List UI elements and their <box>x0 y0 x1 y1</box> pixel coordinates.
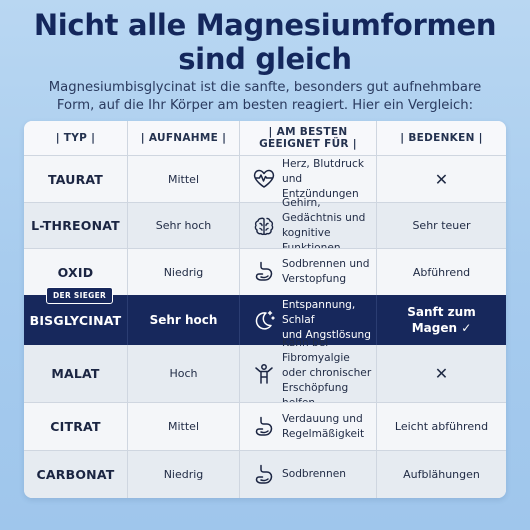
bedenken-value: Abführend <box>412 265 471 279</box>
title-line-1: Nicht alle Magnesiumformen <box>33 8 497 42</box>
aufnahme-value: Mittel <box>168 420 199 433</box>
table-row-carbonat <box>24 450 506 498</box>
person-energy-icon <box>250 360 278 388</box>
bedenken-value: Sehr teuer <box>412 219 471 232</box>
header-bedenken: | BEDENKEN | <box>376 121 506 155</box>
heart-pulse-icon <box>250 165 278 193</box>
page-title <box>0 8 530 76</box>
table-row-taurat <box>24 155 506 202</box>
use-text: Herz, Blutdruck und Entzündungen <box>282 157 364 200</box>
aufnahme-value: Mittel <box>168 172 199 186</box>
brain-icon <box>250 212 278 240</box>
use-text: Verdauung und Regelmäßigkeit <box>282 412 365 440</box>
table-row-l-threonat <box>24 196 506 248</box>
winner-badge: DER SIEGER <box>46 287 113 304</box>
bedenken-value: Sanft zum Magen ✓ <box>407 305 476 335</box>
header-geeignet: | AM BESTEN GEEIGNET FÜR | <box>239 121 376 155</box>
use-text: Sodbrennen und Verstopfung <box>282 258 370 285</box>
title-line-2: sind gleich <box>178 42 352 76</box>
header-aufnahme: | AUFNAHME | <box>127 121 239 155</box>
header-typ: | TYP | <box>55 132 96 144</box>
stomach-icon <box>250 413 278 441</box>
aufnahme-value: Sehr hoch <box>155 219 212 232</box>
bedenken-value: Aufblähungen <box>403 468 480 481</box>
table-row-malat <box>24 337 506 402</box>
use-text: Kann bei Fibromyalgie oder chronischer Erschöpfung <box>282 337 372 394</box>
subtitle-line-1: Magnesiumbisglycinat ist die sanfte, besonders gut aufnehmbare <box>48 80 482 95</box>
table-row-citrat <box>24 402 506 450</box>
moon-stars-icon <box>250 306 278 334</box>
bedenken-value: Leicht abführend <box>394 420 489 433</box>
subtitle-line-2: Form, auf die Ihr Körper am besten reagiert. Hier ein Vergleich: <box>56 98 474 113</box>
use-text: Entspannung, Schlaf und Angstlösung <box>282 298 371 341</box>
type-name: OXID <box>57 264 94 280</box>
aufnahme-value: Niedrig <box>163 468 204 481</box>
comparison-table <box>24 121 506 498</box>
type-name: CITRAT <box>50 419 101 434</box>
type-name: L-THREONAT <box>31 218 120 233</box>
stomach-icon <box>250 258 278 286</box>
table-row-bisglycinat-winner <box>24 291 506 345</box>
aufnahme-value: Sehr hoch <box>149 313 218 327</box>
bedenken-value: ✕ <box>434 364 449 383</box>
use-text: Gehirn, Gedächtnis und kognitive <box>282 196 366 239</box>
page-subtitle <box>30 79 500 115</box>
bedenken-value: ✕ <box>434 169 449 189</box>
type-name: CARBONAT <box>36 467 115 482</box>
type-name: TAURAT <box>47 171 104 187</box>
type-name: MALAT <box>51 366 100 381</box>
stomach-icon <box>250 461 278 489</box>
aufnahme-value: Hoch <box>169 367 198 380</box>
type-name: BISGLYCINAT <box>29 312 122 328</box>
use-text: Sodbrennen <box>282 468 346 480</box>
aufnahme-value: Niedrig <box>163 265 204 279</box>
table-header-row <box>24 121 506 155</box>
